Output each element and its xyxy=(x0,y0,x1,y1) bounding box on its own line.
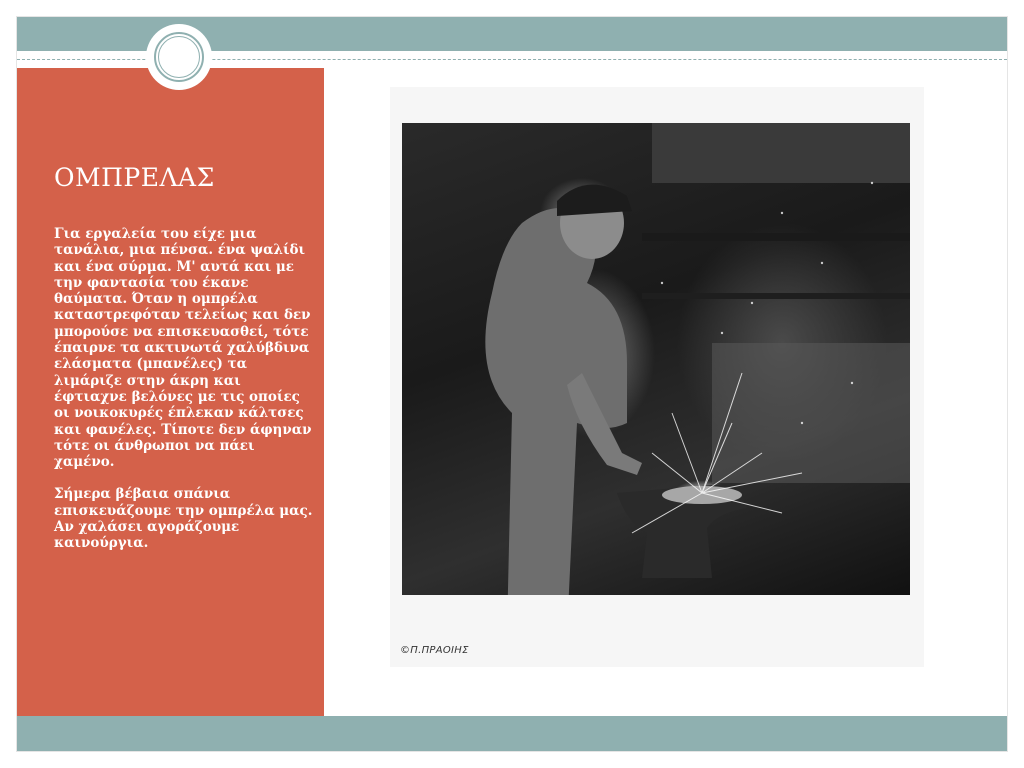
body-paragraph-2: Σήμερα βέβαια σπάνια επισκευάζουμε την ομπρέλα μας. Αν χαλάσει αγοράζουμε καινούργια. xyxy=(54,486,313,552)
blacksmith-photo xyxy=(402,123,910,595)
body-paragraph-1: Για εργαλεία του είχε μια τανάλια, μια πένσα. ένα ψαλίδι και ένα σύρμα. Μ' αυτά και με την φαντασία του έκανε θαύματα. Όταν η ομπρέλα καταστρεφόταν τελείως και δεν μπορούσε να επισκευασθεί, τότε έπαιρνε τα ακτινωτά χαλύβδινα ελάσματα (μπανέλες) τα λιμάριζε στην άκρη και έφτιαχνε βελόνες με τις οποίες οι νοικοκυρές έπλεκαν κάλτσες και φανέλες. Τίποτε δεν άφηναν τότε οι άνθρωποι να πάει χαμένο. xyxy=(54,226,312,471)
circle-ornament-icon xyxy=(146,24,212,90)
ornament-ring xyxy=(154,32,204,82)
bottom-accent-bar xyxy=(17,716,1007,751)
slide-title: ΟΜΠΡΕΛΑΣ xyxy=(54,163,215,192)
ornament-ring-inner xyxy=(158,36,200,78)
photo-illustration xyxy=(402,123,910,595)
photo-copyright: ©Π.ΠΡΑΟΙΗΣ xyxy=(400,645,469,656)
slide-body xyxy=(54,226,316,568)
